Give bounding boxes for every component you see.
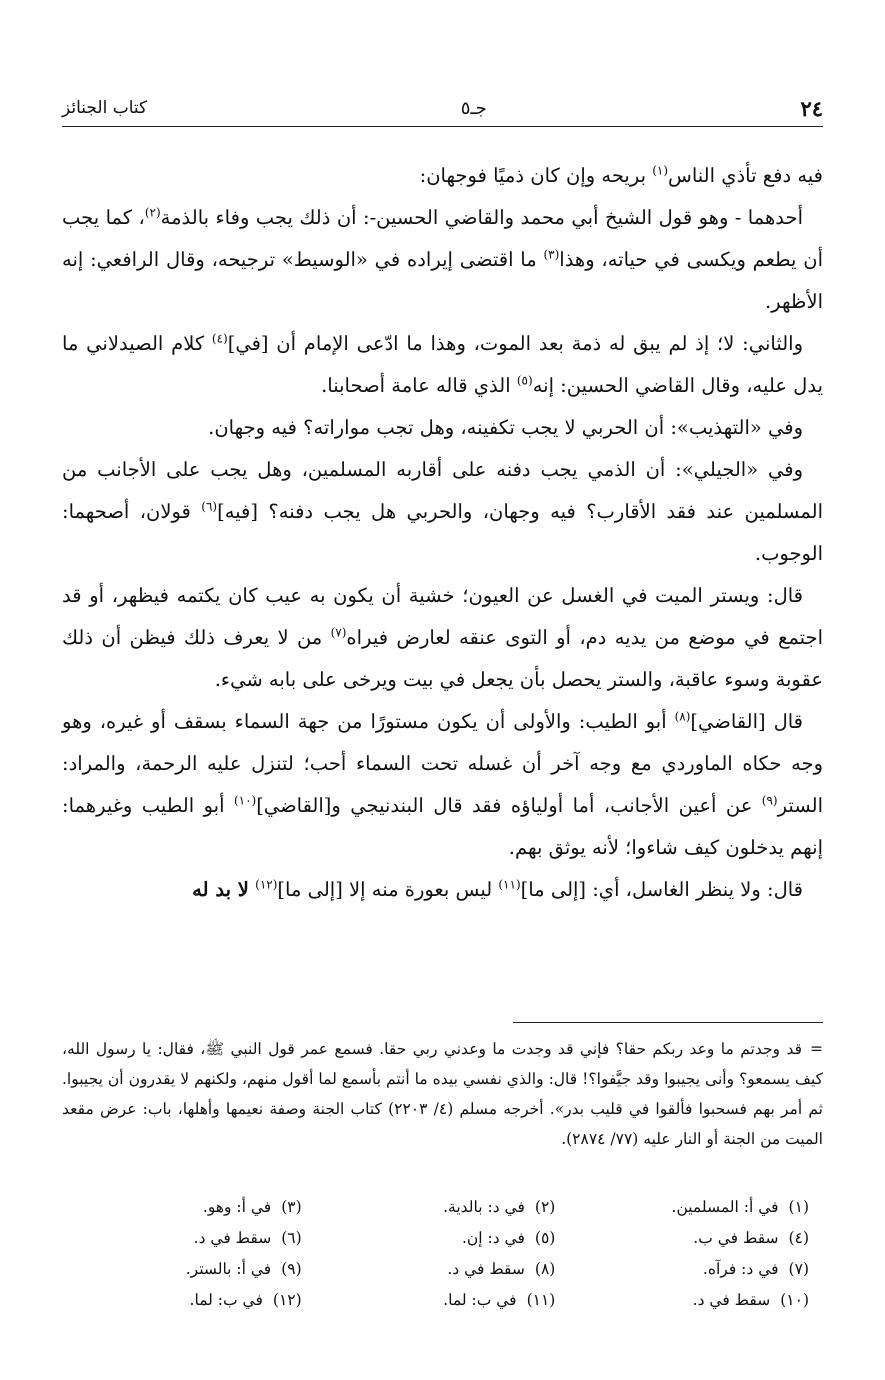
text-run: الذي قاله عامة أصحابنا. [321,374,517,397]
paragraph-4: وفي «التهذيب»: أن الحربي لا يجب تكفينه، وهل تجب مواراته؟ فيه وجهان. [208,416,803,439]
footnote-ref-2: (٢) [144,205,161,220]
footnote-number: (١١) [526,1291,556,1309]
footnote-text: في ب: لما. [189,1291,263,1309]
footnote-ref-1: (١) [652,163,669,178]
main-text [62,155,823,911]
footnote-text: في د: فرآه. [702,1260,779,1278]
footnote-ref-8: (٨) [674,709,691,724]
book-title: كتاب الجنائز [62,98,148,118]
footnote [569,1223,823,1254]
footnote-ref-11: (١١) [498,877,521,892]
footnote-number: (٨) [534,1260,556,1278]
text-run: أبو الطيب: والأولى أن يكون مستورًا من جهة السماء بسقف أو غيره، وهو وجه حكاه الماوردي مع وجه آخر أن غسله تحت السماء أحب؛ لتنزل عليه الرحمة، والمراد: الستر [62,710,823,817]
footnotes-list [62,1192,823,1316]
footnote-number: (١٢) [272,1291,302,1309]
footnote [62,1223,316,1254]
footnote-text: في ب: لما. [443,1291,517,1309]
footnote-number: (٧) [788,1260,809,1278]
footnote-number: (٣) [281,1198,302,1216]
footnote-separator [513,1022,823,1023]
running-header [62,90,823,127]
footnote-ref-3: (٣) [543,247,560,262]
footnote [316,1254,570,1285]
text-run: ما اقتضى إيراده في «الوسيط» ترجيحه، وقال الرافعي: إنه الأظهر. [62,248,823,313]
footnote-number: (٤) [788,1229,809,1247]
footnote-ref-4: (٤) [211,331,228,346]
footnote-continuation [62,1034,823,1154]
text-run: قال: ولا ينظر الغاسل، أي: [إلى ما] [520,878,803,901]
footnote-ref-9: (٩) [761,793,778,808]
footnote-text: في أ: وهو. [202,1198,272,1216]
paragraph-1 [62,155,823,197]
footnote-number: (٥) [534,1229,556,1247]
footnote-text: في د: بالدية. [443,1198,525,1216]
footnote [569,1254,823,1285]
text-run: ليس بعورة منه إلا [إلى ما] [277,878,499,901]
continuation-marker: = [810,1040,823,1058]
footnote-number: (٢) [534,1198,556,1216]
page-number: ٢٤ [800,95,823,121]
footnote-text: سقط في د. [692,1291,771,1309]
volume-label: جـ٥ [460,97,487,119]
footnote [569,1192,823,1223]
footnote-number: (٦) [281,1229,302,1247]
footnote-number: (١) [788,1198,809,1216]
paragraph-2 [62,197,823,323]
footnote-number: (٩) [281,1260,302,1278]
footnote [316,1192,570,1223]
text-run: أحدهما - وهو قول الشيخ أبي محمد والقاضي الحسين-: أن ذلك يجب وفاء بالذمة [160,206,803,229]
footnote-ref-12: (١٢) [255,877,278,892]
paragraph-3 [62,323,823,407]
footnote-text: سقط في د. [447,1260,525,1278]
text-run: وفي «الجيلي»: أن الذمي يجب دفنه على أقاربه المسلمين، وهل يجب على الأجانب من المسلمين عند فقد الأقارب؟ فيه وجهان، والحربي هل يجب دفنه؟ [فيه] [62,458,823,523]
footnote-text: في أ: بالستر. [185,1260,272,1278]
continuation-text: قد وجدتم ما وعد ربكم حقا؟ فإني قد وجدت ما وعدني ربي حقا. فسمع عمر قول النبي ﷺ، فقال: يا رسول الله، كيف يسمعو؟ وأنى يجيبوا وقد جيَّفوا؟! قال: والذي نفسي بيده ما أنتم بأسمع لما أقول منهم، ولكنهم لا يقدرون أن يجيبوا. ثم أمر بهم فسحبوا فألقوا في قليب بدر». أخرجه مسلم (٤/ ٢٢٠٣) كتاب الجنة وصفة نعيمها وأهلها، باب: عرض مقعد الميت من الجنة أو النار عليه (٧٧/ ٢٨٧٤). [62,1040,823,1148]
text-run: كلام الصيدلاني ما يدل عليه، وقال القاضي الحسين: إنه [62,332,823,397]
footnote [569,1285,823,1316]
paragraph-6 [62,575,823,701]
paragraph-8 [62,869,823,911]
footnote-number: (١٠) [780,1291,809,1309]
footnote [62,1285,316,1316]
text-run: قال: ويستر الميت في الغسل عن العيون؛ خشية أن يكون به عيب كان يكتمه فيظهر، أو قد اجتمع في موضع من يديه دم، أو التوى عنقه لعارض فيراه [62,584,823,649]
footnote-text: في أ: المسلمين. [671,1198,779,1216]
text-run: ، كما يجب أن يطعم ويكسى في حياته، وهذا [62,206,823,271]
text-run: أبو الطيب وغيرهما: إنهم يدخلون كيف شاءوا؛ لأنه يوثق بهم. [62,794,823,859]
footnote-ref-5: (٥) [516,373,533,388]
footnote [62,1254,316,1285]
footnote-text: في د: إن. [461,1229,525,1247]
paragraph-5 [62,449,823,575]
footnote-text: سقط في ب. [693,1229,779,1247]
text-run: عن أعين الأجانب، أما أولياؤه فقد قال البندنيجي و[القاضي] [256,794,762,817]
footnote-ref-7: (٧) [330,625,347,640]
text-run: بريحه وإن كان ذميًا فوجهان: [419,164,653,187]
text-run: من لا يعرف ذلك فيظن أن ذلك عقوبة وسوء عاقبة، والستر يحصل بأن يجعل في بيت ويرخى على بابه شيء. [62,626,823,691]
text-run: قال [القاضي] [690,710,803,733]
text-run: فيه دفع تأذي الناس [668,164,823,187]
footnote [316,1285,570,1316]
text-run: قولان، أصحهما: الوجوب. [62,500,823,565]
bold-main-text: لا بد له [192,878,249,901]
text-run: والثاني: لا؛ إذ لم يبق له ذمة بعد الموت، وهذا ما ادّعى الإمام أن [في] [227,332,803,355]
footnote-text: سقط في د. [193,1229,272,1247]
footnote-ref-10: (١٠) [233,793,257,808]
paragraph-7 [62,701,823,869]
footnote [316,1223,570,1254]
footnote-ref-6: (٦) [201,499,218,514]
footnote [62,1192,316,1223]
